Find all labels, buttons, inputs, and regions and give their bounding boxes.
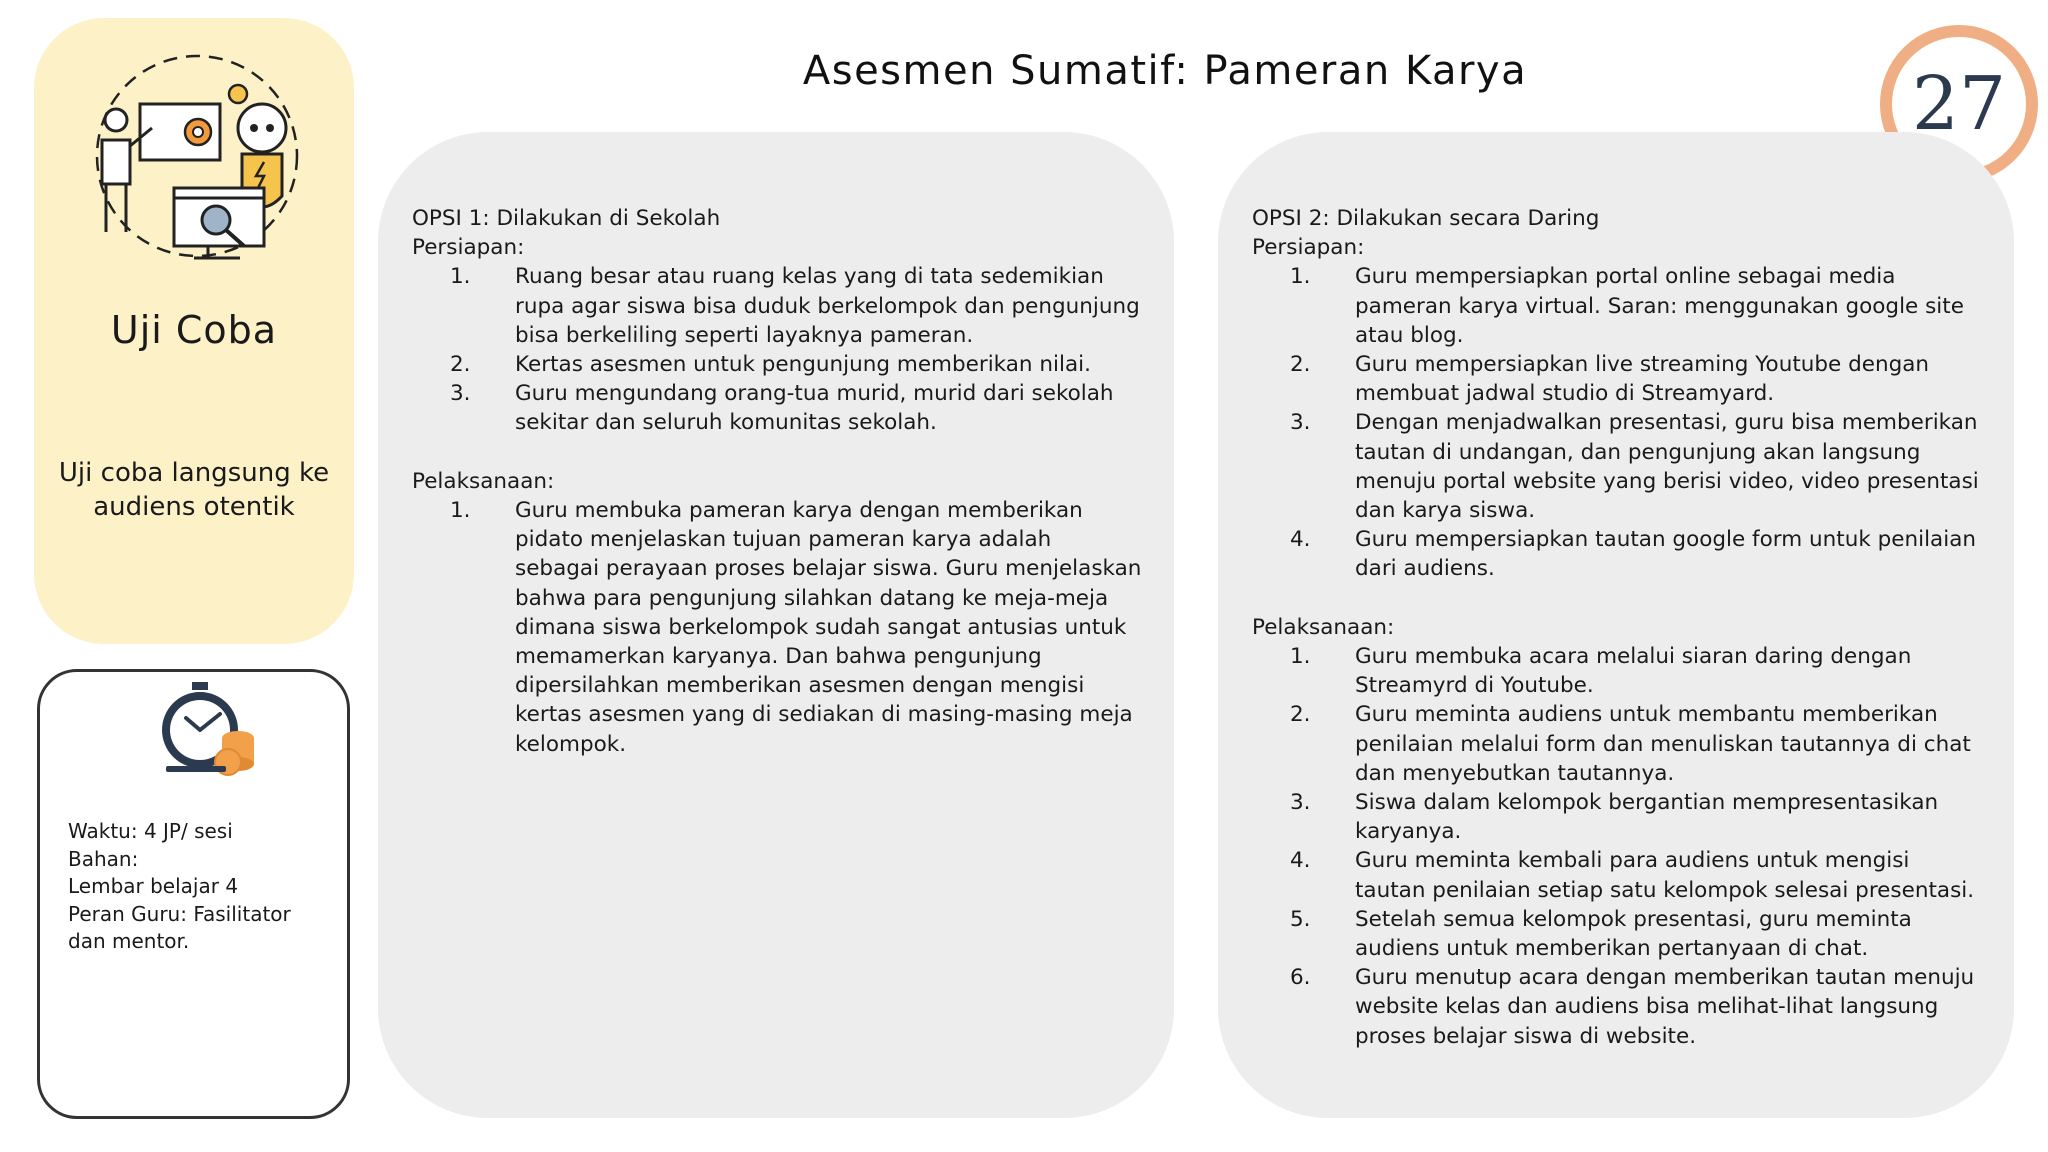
list-item: [412, 379, 1152, 437]
list-text-line: pidato menjelaskan tujuan pameran karya adalah: [515, 527, 1052, 553]
list-text-line: kelompok.: [515, 731, 627, 757]
info-card: [37, 669, 350, 1119]
list-text-line: dan menyebutkan tautannya.: [1355, 760, 1675, 786]
list-text: [1355, 905, 2008, 963]
list-text-line: sekitar dan seluruh komunitas sekolah.: [515, 410, 937, 436]
list-text-line: dipersilahkan memberikan asesmen dengan mengisi: [515, 673, 1085, 699]
list-number: 4.: [1290, 527, 1311, 553]
list-item: [412, 262, 1152, 350]
list-text: [1355, 846, 2008, 904]
list-item: [1252, 525, 2008, 583]
list-text-line: audiens untuk memberikan pertanyaan di chat.: [1355, 936, 1869, 962]
list-text-line: atau blog.: [1355, 322, 1464, 348]
list-number: 3.: [1290, 790, 1311, 816]
left-description: Uji coba langsung ke audiens otentik: [58, 458, 330, 522]
list-number: 1.: [450, 264, 471, 290]
list-text: [1355, 350, 2008, 408]
list-text-line: Guru mempersiapkan tautan google form untuk penilaian: [1355, 527, 1977, 553]
list-item: [412, 496, 1152, 759]
list-text-line: dari audiens.: [1355, 556, 1495, 582]
list-text-line: Setelah semua kelompok presentasi, guru meminta: [1355, 906, 1912, 932]
list-text: [515, 496, 1152, 759]
list-text-line: dan karya siswa.: [1355, 498, 1536, 524]
list-text: [1355, 963, 2008, 1051]
option-2-content: [1252, 204, 2008, 1051]
list-text: [1355, 408, 2008, 525]
info-text: [68, 818, 291, 956]
list-text-line: rupa agar siswa bisa duduk berkelompok dan pengunjung: [515, 293, 1140, 319]
list-number: 3.: [450, 381, 471, 407]
list-item: [1252, 788, 2008, 846]
list-text-line: Guru meminta audiens untuk membantu memberikan: [1355, 702, 1938, 728]
info-line: Peran Guru: Fasilitator: [68, 901, 291, 926]
option-title: OPSI 2: Dilakukan secara Daring: [1252, 206, 1600, 231]
section-label: Pelaksanaan:: [412, 468, 555, 494]
list-text-line: Dengan menjadwalkan presentasi, guru bisa memberikan: [1355, 410, 1978, 436]
list-text-line: membuat jadwal studio di Streamyard.: [1355, 381, 1775, 407]
list-text-line: Guru mempersiapkan portal online sebagai media: [1355, 264, 1896, 290]
option-1-card: [378, 132, 1174, 1118]
section-label: Persiapan:: [1252, 235, 1365, 261]
list-item: [1252, 905, 2008, 963]
list-item: [1252, 262, 2008, 350]
list-text: [1355, 642, 2008, 700]
impl-list: [412, 496, 1152, 759]
list-number: 2.: [1290, 702, 1311, 728]
list-number: 4.: [1290, 848, 1311, 874]
list-item: [1252, 642, 2008, 700]
list-item: [1252, 350, 2008, 408]
list-text-line: Ruang besar atau ruang kelas yang di tata sedemikian: [515, 264, 1104, 290]
list-text-line: penilaian melalui form dan menuliskan tautannya di chat: [1355, 731, 1971, 757]
page-title: Asesmen Sumatif: Pameran Karya: [802, 48, 1528, 94]
list-item: [1252, 846, 2008, 904]
list-item: [412, 350, 1152, 379]
list-text: [1355, 525, 2008, 583]
info-line: Lembar belajar 4: [68, 874, 239, 898]
list-text-line: Guru membuka pameran karya dengan memberikan: [515, 498, 1083, 524]
list-number: 6.: [1290, 965, 1311, 991]
list-text-line: Siswa dalam kelompok bergantian mempresentasikan: [1355, 790, 1939, 816]
prep-list: [412, 262, 1152, 437]
impl-list: [1252, 642, 2008, 1051]
list-text-line: Kertas asesmen untuk pengunjung memberikan nilai.: [515, 352, 1091, 378]
info-line: Bahan:: [68, 846, 139, 871]
stopwatch-coins-icon: [158, 680, 258, 784]
list-text-line: website kelas dan audiens bisa melihat-lihat langsung: [1355, 994, 1939, 1020]
list-text: [1355, 788, 2008, 846]
list-text-line: karyanya.: [1355, 819, 1462, 845]
section-label: Persiapan:: [412, 235, 525, 261]
list-text: [1355, 262, 2008, 350]
page-number-badge: 27: [1880, 25, 2038, 183]
list-text-line: pameran karya virtual. Saran: menggunakan google site: [1355, 293, 1964, 319]
list-text-line: Guru mengundang orang-tua murid, murid dari sekolah: [515, 381, 1114, 407]
list-text-line: Guru mempersiapkan live streaming Youtube dengan: [1355, 352, 1930, 378]
list-text-line: sebagai perayaan proses belajar siswa. Guru menjelaskan: [515, 556, 1142, 582]
left-heading: Uji Coba: [110, 308, 278, 352]
list-number: 2.: [450, 352, 471, 378]
left-card: [34, 18, 354, 644]
teacher-robot-illustration-icon: [82, 48, 312, 272]
list-number: 1.: [450, 498, 471, 524]
list-text-line: proses belajar siswa di website.: [1355, 1023, 1697, 1049]
list-text-line: bahwa para pengunjung silahkan datang ke meja-meja: [515, 585, 1109, 611]
list-text-line: Streamyrd di Youtube.: [1355, 673, 1594, 699]
list-text: [515, 350, 1152, 379]
list-text-line: memamerkan karyanya. Dan bahwa pengunjung: [515, 644, 1042, 670]
info-line: Waktu: 4 JP/ sesi: [68, 819, 233, 843]
prep-list: [1252, 262, 2008, 583]
info-line: dan mentor.: [68, 929, 190, 953]
list-number: 3.: [1290, 410, 1311, 436]
list-text-line: bisa berkeliling seperti layaknya pameran.: [515, 322, 974, 348]
list-text-line: dimana siswa berkelompok sudah sangat antusias untuk: [515, 614, 1127, 640]
list-text: [515, 379, 1152, 437]
list-text-line: Guru membuka acara melalui siaran daring dengan: [1355, 644, 1912, 670]
list-text: [1355, 700, 2008, 788]
list-text: [515, 262, 1152, 350]
list-text-line: Guru menutup acara dengan memberikan tautan menuju: [1355, 965, 1975, 991]
list-text-line: Guru meminta kembali para audiens untuk mengisi: [1355, 848, 1910, 874]
option-1-content: [412, 204, 1152, 759]
option-2-card: [1218, 132, 2014, 1118]
option-title: OPSI 1: Dilakukan di Sekolah: [412, 206, 721, 231]
list-number: 1.: [1290, 264, 1311, 290]
list-text-line: kertas asesmen yang di sediakan di masing-masing meja: [515, 702, 1133, 728]
list-number: 5.: [1290, 906, 1311, 932]
list-text-line: tautan penilaian setiap satu kelompok selesai presentasi.: [1355, 877, 1975, 903]
list-text-line: tautan di undangan, dan pengunjung akan langsung: [1355, 439, 1921, 465]
list-item: [1252, 408, 2008, 525]
list-text-line: menuju portal website yang berisi video, video presentasi: [1355, 468, 1979, 494]
list-number: 2.: [1290, 352, 1311, 378]
list-number: 1.: [1290, 644, 1311, 670]
list-item: [1252, 700, 2008, 788]
list-item: [1252, 963, 2008, 1051]
section-label: Pelaksanaan:: [1252, 614, 1395, 640]
